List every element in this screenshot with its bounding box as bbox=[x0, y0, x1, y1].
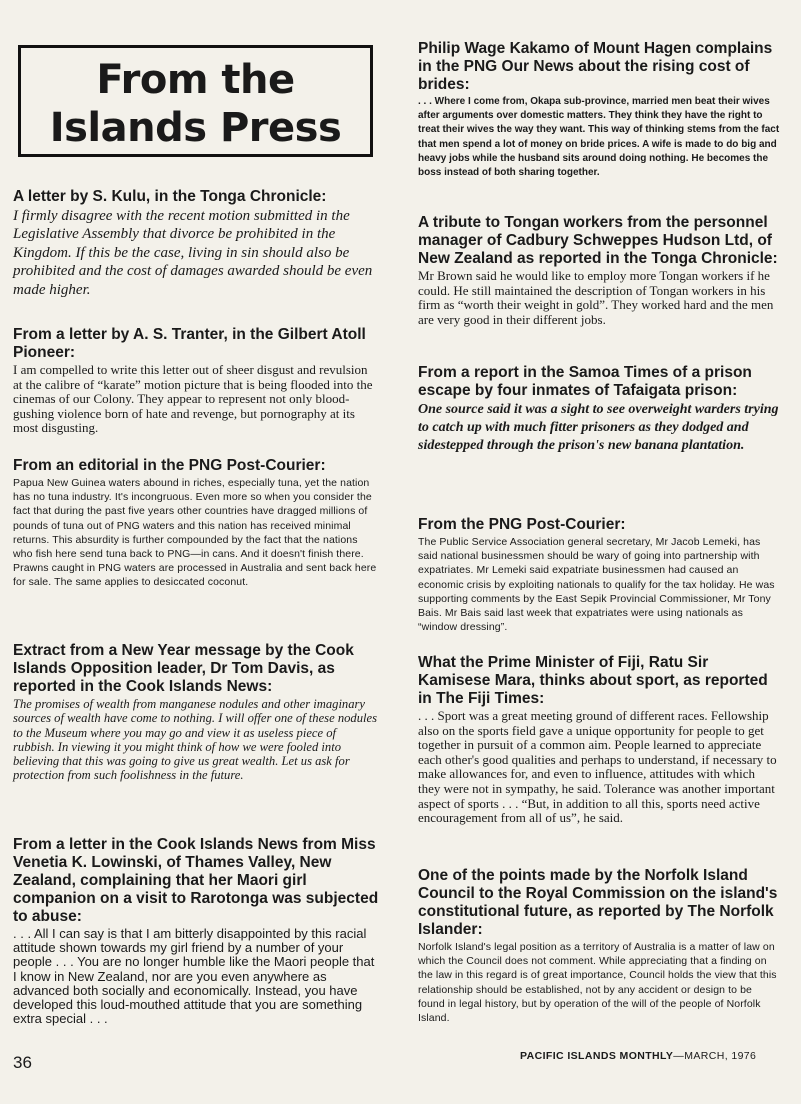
article-kulu bbox=[13, 188, 380, 299]
article-heading: One of the points made by the Norfolk Island Council to the Royal Commission on the island's constitutional future, as reported by The Norfolk Islander: bbox=[418, 867, 778, 938]
article-body: Mr Brown said he would like to employ more Tongan workers if he could. He still maintained the description of Tongan workers in his firm as “worth their weight in gold”. They worked hard and the men are very good in their different jobs. bbox=[418, 268, 774, 327]
article-cadbury bbox=[418, 214, 780, 327]
article-heading: A letter by S. Kulu, in the Tonga Chronicle: bbox=[13, 188, 327, 205]
article-post-courier-editorial bbox=[13, 457, 380, 590]
article-ratu-mara bbox=[418, 654, 780, 826]
article-body: One source said it was a sight to see overweight warders trying to catch up with much fitter prisoners as they dodged and sidestepped through the prison's new banana plantation. bbox=[418, 402, 779, 453]
magazine-name: PACIFIC ISLANDS MONTHLY bbox=[520, 1050, 674, 1062]
magazine-footer bbox=[520, 1050, 756, 1062]
article-heading: Philip Wage Kakamo of Mount Hagen complains in the PNG Our News about the rising cost of brides: bbox=[418, 40, 773, 93]
article-body: I firmly disagree with the recent motion submitted in the Legislative Assembly that divorce be prohibited in the Kingdom. If this be the case, living in sin should also be prohibited and the cost of damages awarded should be even made higher. bbox=[13, 208, 373, 298]
page-title-line-2: Islands Press bbox=[49, 105, 342, 151]
article-body: I am compelled to write this letter out of sheer disgust and revulsion at the calibre of “karate” motion picture that is being flooded into the cinemas of our Colony. They appear to represent not only blood-gushing violence born of hate and revenge, but pornography at its most disgusting. bbox=[13, 362, 373, 436]
title-box bbox=[18, 45, 373, 157]
article-tranter bbox=[13, 326, 380, 436]
article-heading: Extract from a New Year message by the Cook Islands Opposition leader, Dr Tom Davis, as reported in the Cook Islands News: bbox=[13, 642, 354, 695]
article-heading: What the Prime Minister of Fiji, Ratu Sir Kamisese Mara, thinks about sport, as reported in The Fiji Times: bbox=[418, 654, 768, 707]
article-heading: From a letter in the Cook Islands News from Miss Venetia K. Lowinski, of Thames Valley, New Zealand, complaining that her Maori girl companion on a visit to Rarotonga was subjected to abuse: bbox=[13, 836, 379, 925]
article-body: Norfolk Island's legal position as a territory of Australia is a matter of law on which the Council does not comment. While appreciating that a finding on the law in this regard is of great importance, Council holds the view that this relationship should be established, not by any accident or design to be found in legal history, but by operation of the will of the people of Norfolk Island. bbox=[418, 941, 777, 1025]
article-heading: From an editorial in the PNG Post-Courier: bbox=[13, 457, 326, 474]
article-heading: From the PNG Post-Courier: bbox=[418, 516, 626, 533]
article-body: . . . Where I come from, Okapa sub-province, married men beat their wives after arguments over domestic matters. They think they have the right to treat their wives the way they want. This way of thinking stems from the fact that men spend a lot of money on bride prices. A wife is made to do big and heavy jobs while the husband sits around doing nothing. He becomes the boss instead of both sharing together. bbox=[418, 96, 780, 179]
article-tom-davis bbox=[13, 642, 380, 783]
article-kakamo bbox=[418, 40, 780, 180]
article-body: . . . All I can say is that I am bitterly disappointed by this racial attitude shown towards my girl friend by a number of your people . . . You are no longer humble like the Maori people that I know in New Zealand, nor are you even anywhere as advanced both socially and economically. Instead, you have developed this loud-mouthed attitude that you are something extra special . . . bbox=[13, 926, 375, 1027]
article-body: The promises of wealth from manganese nodules and other imaginary sources of wealth have come to nothing. I will offer one of these nodules to the Museum where you may go and view it as useless piece of rubbish. In viewing it you might think of how we were fooled into believing that this was going to give us great wealth. Let us ask for protection from such foolishness in the future. bbox=[13, 697, 377, 783]
article-body: The Public Service Association general secretary, Mr Jacob Lemeki, has said national businessmen should be wary of going into partnership with expatriates. Mr Lemeki said expatriate businessmen had caused an economic crisis by exploiting nationals to qualify for the tax holiday. He was supporting comments by the East Sepik Provincial Commissioner, Mr Tony Bais. Mr Bais said last week that expatriates were using nationals as “window dressing”. bbox=[418, 536, 775, 634]
article-heading: From a report in the Samoa Times of a prison escape by four inmates of Tafaigata prison: bbox=[418, 364, 752, 399]
article-body: . . . Sport was a great meeting ground of different races. Fellowship also on the sports field gave a unique opportunity for people to get together in pursuit of a common aim. People learned to appreciate each other's good qualities and perhaps to understand, if necessary to make allowances for, and even to influence, attitudes with which they were not in sympathy, he said. Tolerance was another important aspect of sports . . . “But, in addition to all this, sports need active encouragement from all of us”, he said. bbox=[418, 708, 777, 826]
article-norfolk bbox=[418, 867, 780, 1025]
article-heading: A tribute to Tongan workers from the personnel manager of Cadbury Schweppes Hudson Ltd, of New Zealand as reported in the Tonga Chronicle: bbox=[418, 214, 778, 267]
article-lowinski bbox=[13, 836, 380, 1026]
page-title-line-1: From the bbox=[96, 57, 295, 103]
issue-date: —MARCH, 1976 bbox=[673, 1050, 757, 1062]
page-number: 36 bbox=[13, 1053, 32, 1072]
article-post-courier-lemeki bbox=[418, 516, 780, 634]
article-samoa-times bbox=[418, 364, 780, 455]
article-heading: From a letter by A. S. Tranter, in the Gilbert Atoll Pioneer: bbox=[13, 326, 366, 361]
article-body: Papua New Guinea waters abound in riches, especially tuna, yet the nation has no tuna industry. It's incongruous. Even more so when you consider the fact that during the past five years other countries have dragged millions of pounds of tuna out of PNG waters and this nation has received minimal returns. This absurdity is further compounded by the fact that the nations who fish here send tuna back to PNG—in cans. And it doesn't finish there. Prawns caught in PNG waters are processed in Australia and sent back here for sale. The same applies to desiccated coconut. bbox=[13, 477, 377, 589]
